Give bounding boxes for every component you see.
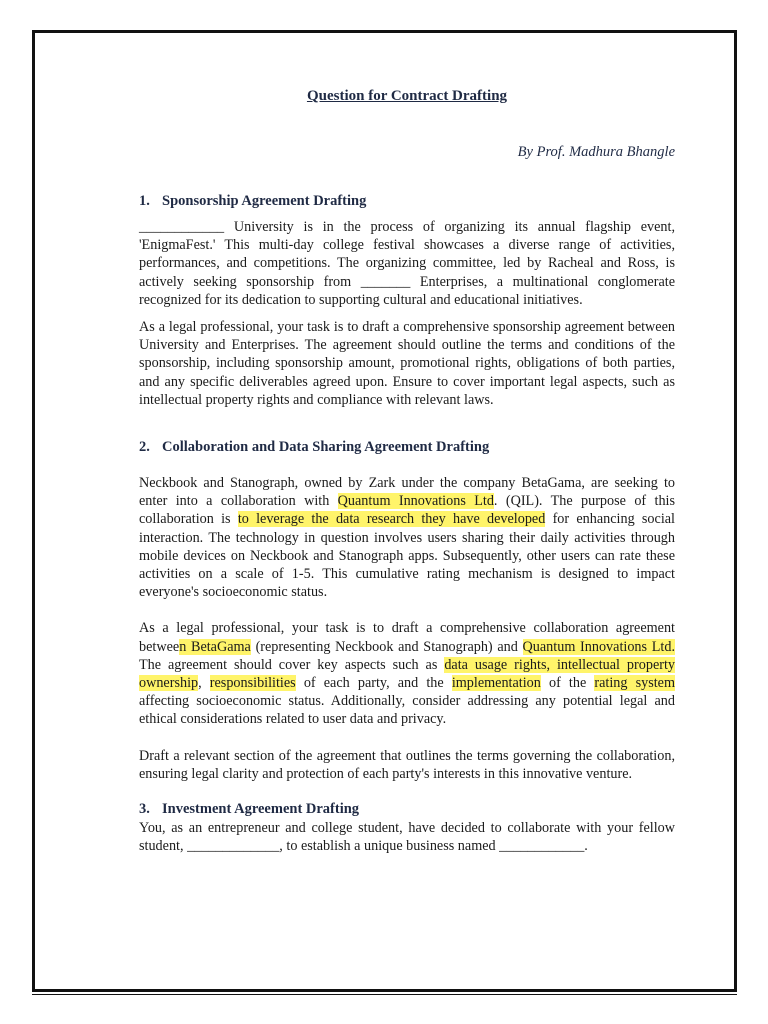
document-title: Question for Contract Drafting <box>306 88 508 104</box>
section-title: Collaboration and Data Sharing Agreement Drafting <box>162 439 490 456</box>
text-run: , <box>198 675 210 692</box>
section-heading-1 <box>139 191 675 211</box>
section-heading-2 <box>139 437 675 457</box>
highlighted-text: Quantum Innovations Ltd <box>337 493 494 510</box>
highlighted-text: to leverage the data research they have developed <box>237 511 546 528</box>
document-body <box>139 86 675 855</box>
section-heading-3 <box>139 799 675 819</box>
section-title: Sponsorship Agreement Drafting <box>162 193 367 209</box>
paragraph: Draft a relevant section of the agreement that outlines the terms governing the collaboration, ensuring legal clarity and protection of each party's interests in this innovative venture. <box>139 747 675 782</box>
paragraph: You, as an entrepreneur and college student, have decided to collaborate with your fellow student, _____________, to establish a unique business named ____________. <box>139 820 675 855</box>
text-run: The agreement should cover key aspects such as <box>139 656 445 673</box>
section-title: Investment Agreement Drafting <box>162 801 360 818</box>
highlighted-text: rating system <box>594 675 675 692</box>
text-run: As a legal professional, your task is to draft a comprehensive collaboration agreement betwee <box>139 620 675 655</box>
text-run: for enhancing social interaction. The technology in question involves users sharing their daily activities through mobile devices on Neckbook and Stanograph apps. Subsequently, other users can rate these activities on a scale of 1-5. This cumulative rating mechanism is designed to impact everyone's socioeconomic status. <box>139 511 675 601</box>
text-run: of each party, and the <box>295 675 452 692</box>
text-run: of the <box>540 675 595 692</box>
section-number: 1. <box>139 193 150 209</box>
section-number: 3. <box>139 801 150 818</box>
highlighted-text: responsibilities <box>209 675 296 692</box>
paragraph: As a legal professional, your task is to draft a comprehensive sponsorship agreement between University and Enterprises. The agreement should outline the terms and conditions of the sponsorship, including sponsorship amount, promotional rights, obligations of both parties, and any specific deliverables agreed upon. Ensure to cover important legal aspects, such as intellectual property rights and compliance with relevant laws. <box>139 319 675 408</box>
paragraph <box>139 474 675 601</box>
section-number: 2. <box>139 439 150 456</box>
text-run: . (QIL). The purpose of this collaboration is <box>139 493 676 528</box>
paragraph: ____________ University is in the process of organizing its annual flagship event, 'EnigmaFest.' This multi-day college festival showcases a diverse range of activities, performances, and competitions. The organizing committee, led by Racheal and Ross, is actively seeking sponsorship from _______ Enterprises, a multinational conglomerate recognized for its dedication to supporting cultural and educational initiatives. <box>139 219 675 308</box>
highlighted-text: Quantum Innovations Ltd. <box>522 638 675 655</box>
text-run: (representing Neckbook and Stanograph) and <box>250 638 523 655</box>
document-author: By Prof. Madhura Bhangle <box>517 144 675 160</box>
highlighted-text: data usage rights, intellectual property ownership <box>139 656 675 692</box>
paragraph <box>139 619 675 728</box>
highlighted-text: implementation <box>451 675 541 692</box>
highlighted-text: n BetaGama <box>179 638 251 655</box>
text-run: affecting socioeconomic status. Additionally, consider addressing any potential legal and ethical considerations related to user data and privacy. <box>139 693 675 728</box>
text-run: Neckbook and Stanograph, owned by Zark under the company BetaGama, are seeking to enter into a collaboration with <box>139 475 675 510</box>
